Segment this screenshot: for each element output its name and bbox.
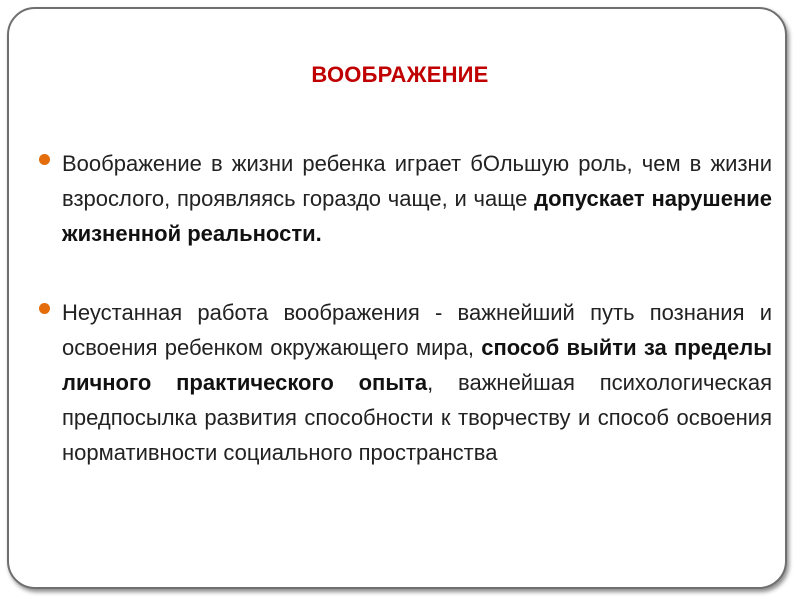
bullet-dot-icon — [39, 154, 50, 165]
bullet-2-bold-text: способ выйти за пределы личного практического опыта — [62, 335, 772, 395]
bullet-2-text-end: , важнейшая психологическая предпосылка развития способности к творчеству и способ освоения нормативности социального пространства — [62, 370, 772, 465]
bullet-dot-icon — [39, 303, 50, 314]
bullet-1-bold-text: допускает нарушение жизненной реальности. — [62, 186, 772, 246]
bullet-1-text: Воображение в жизни ребенка играет бОльшую роль, чем в жизни взрослого, проявляясь гораздо чаще, и чаще — [62, 151, 772, 211]
slide-title: ВООБРАЖЕНИЕ — [311, 62, 489, 87]
bullet-item-2 — [62, 295, 772, 470]
bullet-item-1 — [62, 146, 772, 251]
bullet-list — [62, 146, 772, 470]
bullet-2-text: Неустанная работа воображения - важнейший путь познания и освоения ребенком окружающего мира, — [62, 300, 772, 360]
